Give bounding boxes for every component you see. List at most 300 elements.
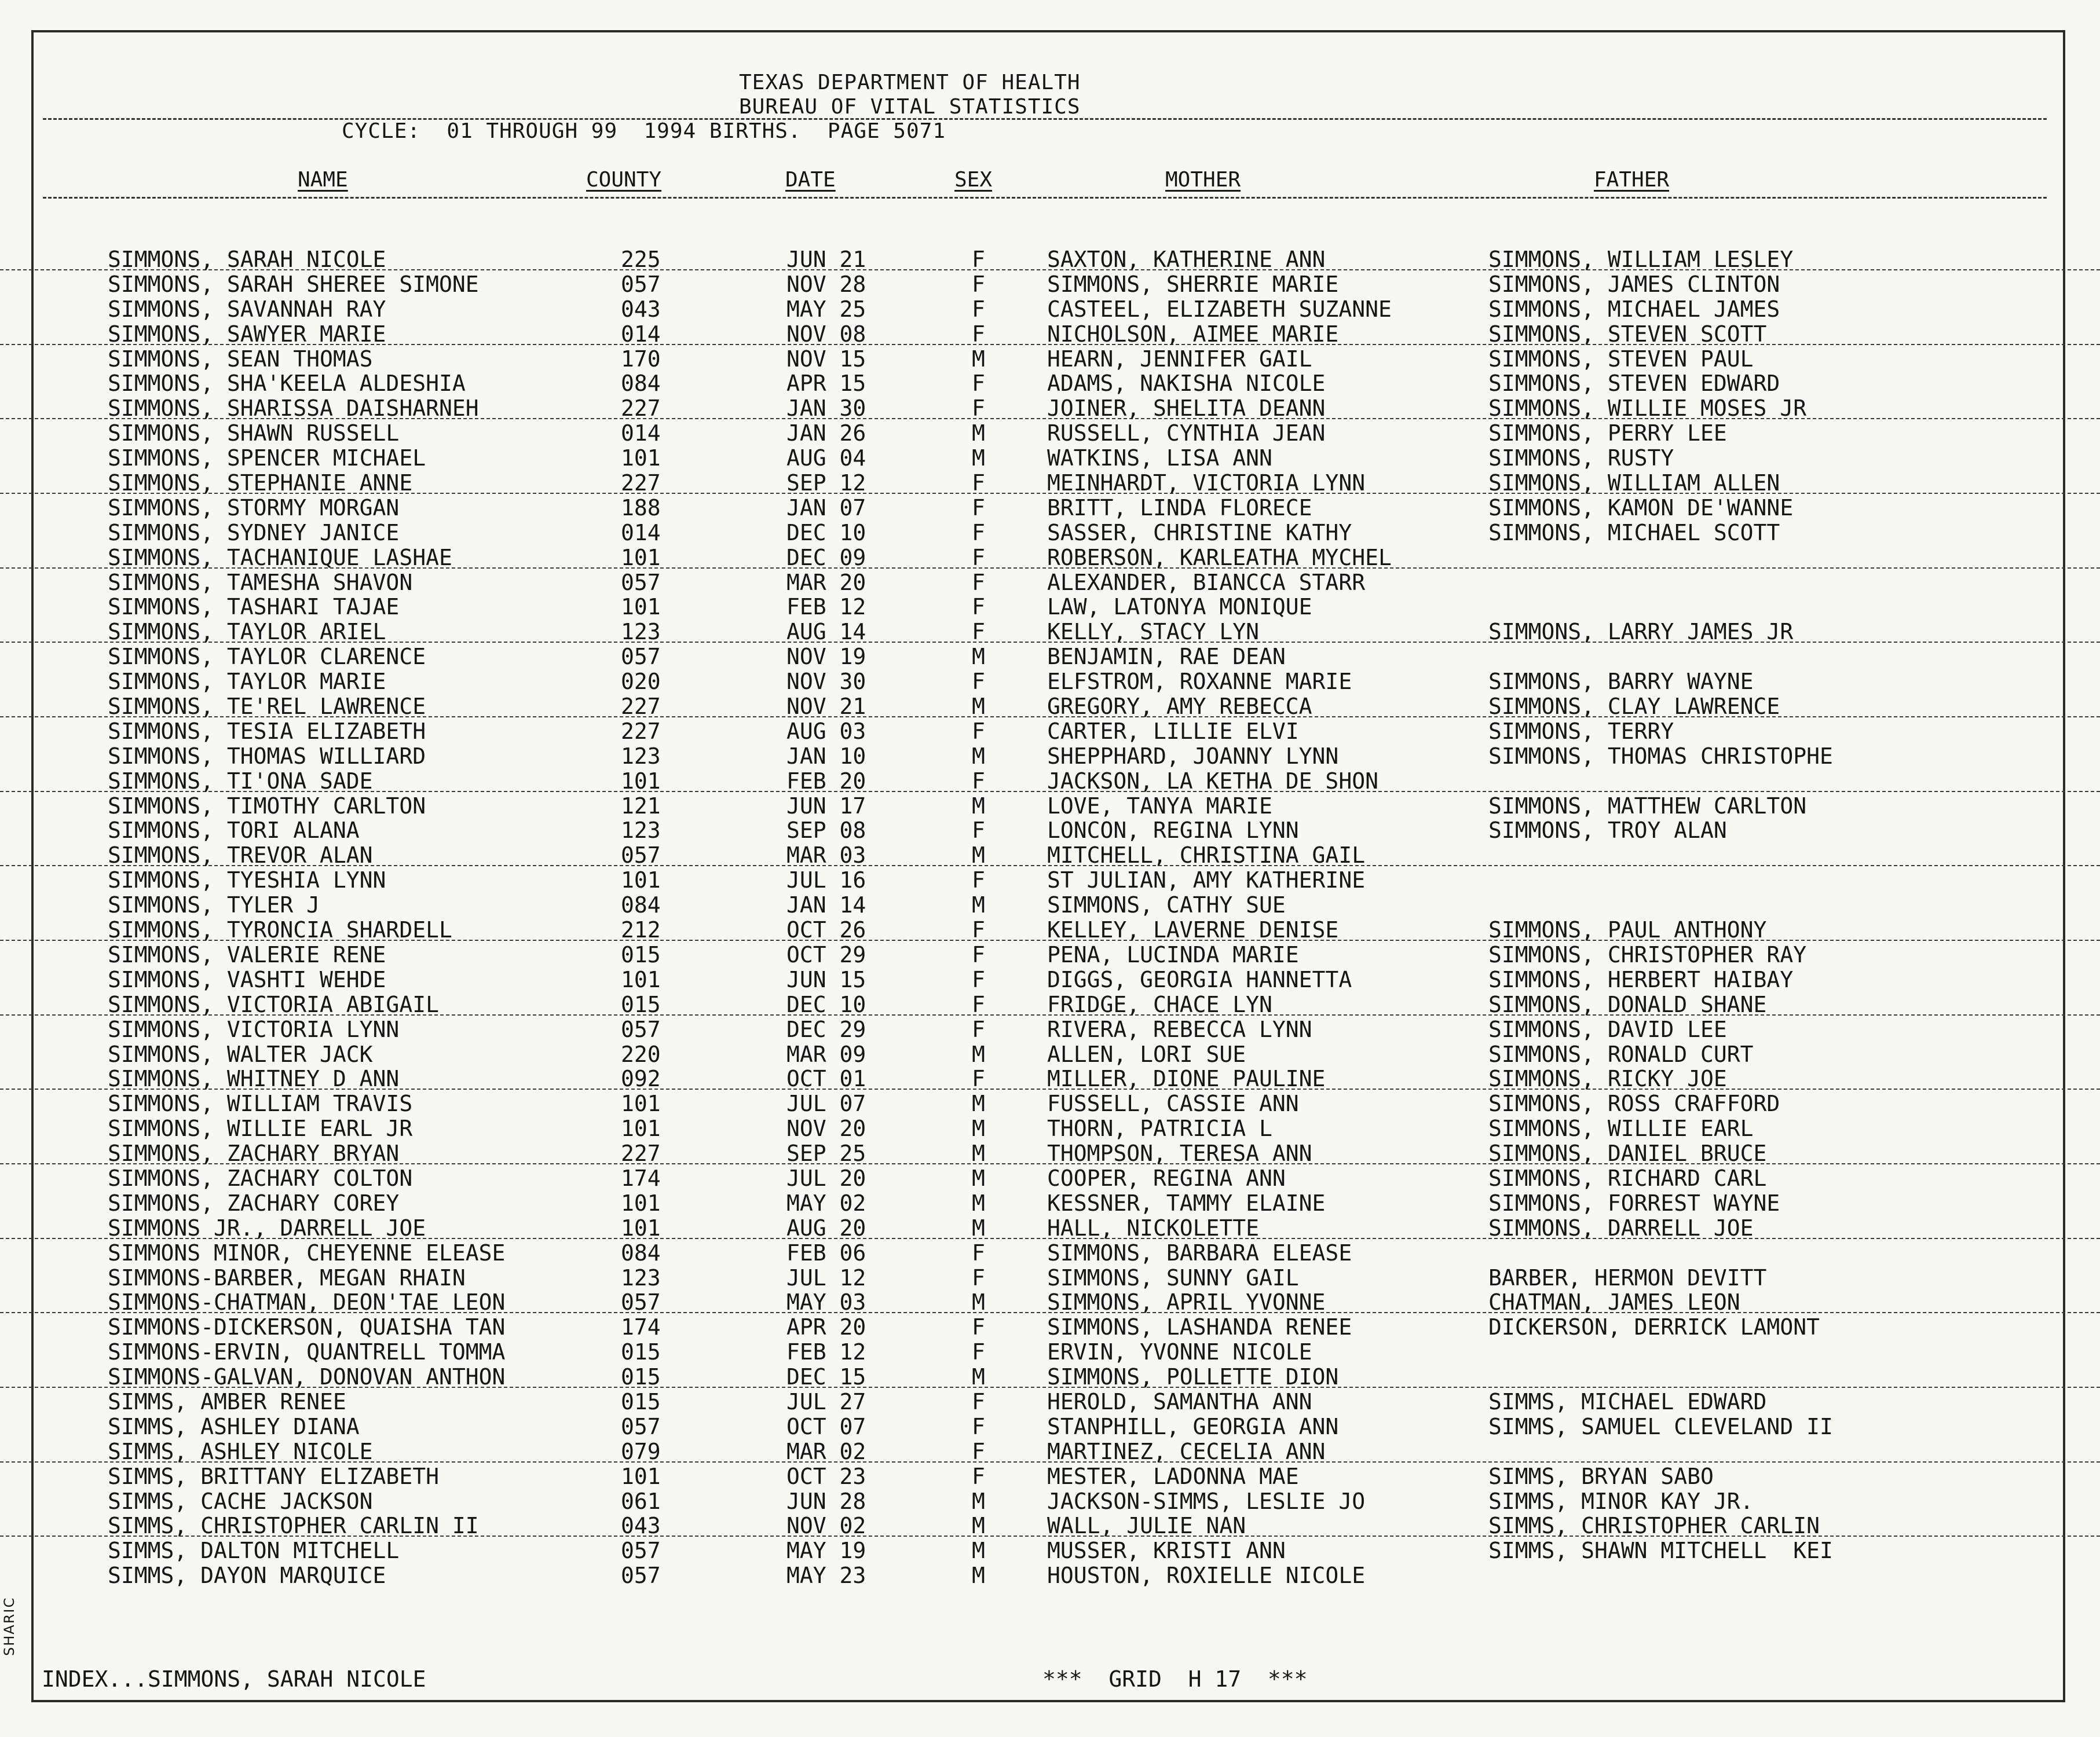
record-name: SIMMONS, ZACHARY COLTON — [108, 1165, 413, 1191]
grid-footer: *** GRID H 17 *** — [1042, 1666, 1308, 1692]
record-name: SIMMONS, TYLER J — [108, 892, 320, 918]
record-father: SIMMONS, BARRY WAYNE — [1488, 669, 1754, 695]
cycle-line: CYCLE: 01 THROUGH 99 1994 BIRTHS. PAGE 5071 — [342, 119, 946, 143]
record-sex: F — [972, 247, 985, 272]
record-mother: MITCHELL, CHRISTINA GAIL — [1047, 842, 1366, 868]
record-mother: KESSNER, TAMMY ELAINE — [1047, 1190, 1326, 1216]
record-mother: SIMMONS, LASHANDA RENEE — [1047, 1314, 1352, 1340]
record-date: MAY 19 — [786, 1538, 866, 1564]
record-name: SIMMONS-BARBER, MEGAN RHAIN — [108, 1265, 466, 1291]
record-row — [0, 369, 2100, 397]
record-row — [0, 1040, 2100, 1065]
record-county: 057 — [621, 1289, 661, 1315]
record-row — [0, 1537, 2100, 1562]
record-row — [0, 643, 2100, 668]
record-row — [0, 668, 2100, 695]
record-father: SIMMONS, WILLIE MOSES JR — [1488, 395, 1807, 422]
record-date: MAY 25 — [786, 296, 866, 322]
record-mother: GREGORY, AMY REBECCA — [1047, 694, 1312, 720]
record-mother: NICHOLSON, AIMEE MARIE — [1047, 321, 1339, 347]
record-row — [0, 295, 2100, 320]
record-sex: M — [972, 842, 985, 868]
record-name: SIMMONS MINOR, CHEYENNE ELEASE — [108, 1240, 506, 1266]
record-father: SIMMONS, DANIEL BRUCE — [1488, 1141, 1767, 1167]
record-sex: M — [972, 420, 985, 446]
record-name: SIMMONS, SAWYER MARIE — [108, 321, 386, 347]
record-county: 057 — [621, 842, 661, 868]
record-father: SIMMONS, DAVID LEE — [1488, 1016, 1727, 1042]
record-county: 123 — [621, 743, 661, 769]
record-date: MAY 02 — [786, 1190, 866, 1216]
record-name: SIMMONS, STEPHANIE ANNE — [108, 470, 413, 496]
record-father: SIMMS, SHAWN MITCHELL KEI — [1488, 1538, 1833, 1564]
record-mother: CARTER, LILLIE ELVI — [1047, 718, 1299, 744]
record-sex: F — [972, 619, 985, 645]
record-date: JUL 16 — [786, 867, 866, 893]
record-row — [0, 1388, 2100, 1413]
record-sex: F — [972, 1413, 985, 1439]
record-row — [0, 1363, 2100, 1388]
record-name: SIMMONS, SPENCER MICHAEL — [108, 445, 426, 471]
record-sex: M — [972, 644, 985, 670]
record-row — [0, 1164, 2100, 1189]
record-father: SIMMONS, MATTHEW CARLTON — [1488, 793, 1807, 819]
record-mother: KELLEY, LAVERNE DENISE — [1047, 917, 1339, 943]
record-name: SIMMONS, VICTORIA ABIGAIL — [108, 991, 439, 1017]
record-date: OCT 01 — [786, 1066, 866, 1092]
record-county: 227 — [621, 718, 661, 744]
record-name: SIMMONS, SARAH NICOLE — [108, 247, 386, 272]
record-father: SIMMONS, CLAY LAWRENCE — [1488, 694, 1780, 720]
record-row — [0, 767, 2100, 792]
record-date: JAN 10 — [786, 743, 866, 769]
record-sex: M — [972, 1215, 985, 1241]
record-county: 212 — [621, 917, 661, 943]
column-header-name: NAME — [298, 168, 348, 192]
record-date: MAR 09 — [786, 1041, 866, 1067]
record-sex: M — [972, 1041, 985, 1067]
record-sex: M — [972, 1538, 985, 1564]
record-date: JUL 27 — [786, 1388, 866, 1414]
record-county: 225 — [621, 247, 661, 272]
record-row — [0, 1090, 2100, 1115]
record-county: 101 — [621, 1190, 661, 1216]
record-sex: F — [972, 669, 985, 695]
record-father: SIMMONS, WILLIAM LESLEY — [1488, 247, 1794, 272]
record-father: SIMMONS, DARRELL JOE — [1488, 1215, 1754, 1241]
record-county: 101 — [621, 544, 661, 570]
record-name: SIMMS, AMBER RENEE — [108, 1388, 346, 1414]
record-row — [0, 1487, 2100, 1512]
record-mother: THOMPSON, TERESA ANN — [1047, 1141, 1312, 1167]
record-date: MAR 03 — [786, 842, 866, 868]
record-father: SIMMONS, RONALD CURT — [1488, 1041, 1754, 1067]
record-sex: F — [972, 991, 985, 1017]
record-row — [0, 1016, 2100, 1040]
record-county: 101 — [621, 867, 661, 893]
record-county: 043 — [621, 296, 661, 322]
record-date: JUL 20 — [786, 1165, 866, 1191]
record-mother: CASTEEL, ELIZABETH SUZANNE — [1047, 296, 1392, 322]
record-sex: M — [972, 1289, 985, 1315]
record-date: APR 20 — [786, 1314, 866, 1340]
record-name: SIMMONS, TIMOTHY CARLTON — [108, 793, 426, 819]
record-mother: LOVE, TANYA MARIE — [1047, 793, 1272, 819]
record-mother: SIMMONS, CATHY SUE — [1047, 892, 1286, 918]
record-county: 084 — [621, 1240, 661, 1266]
record-date: NOV 28 — [786, 271, 866, 297]
record-name: SIMMONS, VALERIE RENE — [108, 941, 386, 968]
record-row — [0, 692, 2100, 720]
record-mother: KELLY, STACY LYN — [1047, 619, 1260, 645]
record-date: SEP 08 — [786, 818, 866, 844]
record-sex: F — [972, 569, 985, 595]
record-name: SIMMONS-ERVIN, QUANTRELL TOMMA — [108, 1339, 506, 1365]
record-county: 170 — [621, 346, 661, 372]
record-date: NOV 02 — [786, 1513, 866, 1539]
record-father: SIMMONS, JAMES CLINTON — [1488, 271, 1780, 297]
record-name: SIMMONS, VASHTI WEHDE — [108, 966, 386, 992]
record-county: 227 — [621, 694, 661, 720]
record-sex: M — [972, 1165, 985, 1191]
record-county: 101 — [621, 1215, 661, 1241]
record-county: 101 — [621, 768, 661, 794]
record-county: 057 — [621, 569, 661, 595]
column-header-date: DATE — [785, 168, 836, 192]
record-county: 057 — [621, 1016, 661, 1042]
record-sex: F — [972, 941, 985, 968]
record-date: NOV 21 — [786, 694, 866, 720]
record-row — [0, 891, 2100, 916]
record-county: 057 — [621, 271, 661, 297]
record-father: SIMMONS, ROSS CRAFFORD — [1488, 1091, 1780, 1117]
record-county: 121 — [621, 793, 661, 819]
record-sex: M — [972, 1091, 985, 1117]
record-name: SIMMONS, TESIA ELIZABETH — [108, 718, 426, 744]
record-county: 057 — [621, 1413, 661, 1439]
record-sex: F — [972, 321, 985, 347]
record-sex: F — [972, 1339, 985, 1365]
column-header-father: FATHER — [1594, 168, 1670, 192]
record-name: SIMMONS, SHAWN RUSSELL — [108, 420, 400, 446]
record-row — [0, 1413, 2100, 1438]
record-name: SIMMONS, TREVOR ALAN — [108, 842, 373, 868]
record-date: JUL 07 — [786, 1091, 866, 1117]
record-date: FEB 12 — [786, 1339, 866, 1365]
record-name: SIMMONS, SHARISSA DAISHARNEH — [108, 395, 479, 422]
record-row — [0, 593, 2100, 618]
record-date: SEP 12 — [786, 470, 866, 496]
record-mother: BENJAMIN, RAE DEAN — [1047, 644, 1286, 670]
record-county: 174 — [621, 1314, 661, 1340]
record-mother: STANPHILL, GEORGIA ANN — [1047, 1413, 1339, 1439]
record-county: 101 — [621, 445, 661, 471]
record-row — [0, 469, 2100, 494]
record-mother: ROBERSON, KARLEATHA MYCHEL — [1047, 544, 1392, 570]
record-county: 101 — [621, 1091, 661, 1117]
record-county: 057 — [621, 644, 661, 670]
column-header-county: COUNTY — [586, 168, 662, 192]
record-county: 015 — [621, 1339, 661, 1365]
record-father: SIMMONS, WILLIAM ALLEN — [1488, 470, 1780, 496]
record-county: 014 — [621, 420, 661, 446]
record-sex: M — [972, 1116, 985, 1142]
record-mother: FUSSELL, CASSIE ANN — [1047, 1091, 1299, 1117]
record-row — [0, 866, 2100, 891]
record-county: 123 — [621, 818, 661, 844]
record-date: MAY 03 — [786, 1289, 866, 1315]
record-name: SIMMONS, WILLIE EARL JR — [108, 1116, 413, 1142]
record-name: SIMMONS, SARAH SHEREE SIMONE — [108, 271, 479, 297]
side-label: SHARIC — [1, 1596, 17, 1656]
record-row — [0, 270, 2100, 295]
record-father: SIMMONS, DONALD SHANE — [1488, 991, 1767, 1017]
record-date: OCT 23 — [786, 1463, 866, 1489]
record-date: NOV 19 — [786, 644, 866, 670]
record-date: JUN 28 — [786, 1488, 866, 1514]
record-county: 092 — [621, 1066, 661, 1092]
record-sex: M — [972, 892, 985, 918]
record-mother: SAXTON, KATHERINE ANN — [1047, 247, 1326, 272]
record-sex: F — [972, 544, 985, 570]
record-county: 043 — [621, 1513, 661, 1539]
record-date: DEC 10 — [786, 519, 866, 545]
record-mother: ALLEN, LORI SUE — [1047, 1041, 1246, 1067]
record-name: SIMMONS, TAMESHA SHAVON — [108, 569, 413, 595]
record-row — [0, 792, 2100, 817]
record-name: SIMMONS, THOMAS WILLIARD — [108, 743, 426, 769]
record-row — [0, 1288, 2100, 1313]
record-row — [0, 320, 2100, 345]
record-county: 123 — [621, 619, 661, 645]
record-county: 020 — [621, 669, 661, 695]
record-father: SIMMONS, MICHAEL JAMES — [1488, 296, 1780, 322]
record-date: AUG 20 — [786, 1215, 866, 1241]
record-row — [0, 544, 2100, 569]
record-mother: HOUSTON, ROXIELLE NICOLE — [1047, 1563, 1366, 1589]
record-sex: F — [972, 1265, 985, 1291]
record-county: 101 — [621, 1116, 661, 1142]
record-county: 015 — [621, 991, 661, 1017]
index-footer: INDEX...SIMMONS, SARAH NICOLE — [42, 1666, 426, 1692]
record-mother: LONCON, REGINA LYNN — [1047, 818, 1299, 844]
record-father: SIMMONS, STEVEN SCOTT — [1488, 321, 1767, 347]
record-sex: F — [972, 867, 985, 893]
record-name: SIMMONS, STORMY MORGAN — [108, 494, 400, 521]
record-sex: M — [972, 445, 985, 471]
record-county: 061 — [621, 1488, 661, 1514]
record-name: SIMMONS, TASHARI TAJAE — [108, 594, 400, 620]
record-mother: JACKSON, LA KETHA DE SHON — [1047, 768, 1378, 794]
record-name: SIMMONS, TAYLOR MARIE — [108, 669, 386, 695]
record-mother: RUSSELL, CYNTHIA JEAN — [1047, 420, 1326, 446]
record-county: 057 — [621, 1563, 661, 1589]
record-name: SIMMONS, SHA'KEELA ALDESHIA — [108, 371, 466, 397]
record-name: SIMMONS, WHITNEY D ANN — [108, 1066, 400, 1092]
record-mother: MUSSER, KRISTI ANN — [1047, 1538, 1286, 1564]
record-mother: PENA, LUCINDA MARIE — [1047, 941, 1299, 968]
record-date: DEC 29 — [786, 1016, 866, 1042]
record-name: SIMMONS, VICTORIA LYNN — [108, 1016, 400, 1042]
record-date: JUL 12 — [786, 1265, 866, 1291]
record-father: SIMMS, SAMUEL CLEVELAND II — [1488, 1413, 1833, 1439]
record-father: DICKERSON, DERRICK LAMONT — [1488, 1314, 1820, 1340]
record-row — [0, 1264, 2100, 1289]
record-mother: SIMMONS, BARBARA ELEASE — [1047, 1240, 1352, 1266]
record-name: SIMMONS, TE'REL LAWRENCE — [108, 694, 426, 720]
record-row — [0, 1463, 2100, 1487]
record-row — [0, 394, 2100, 422]
record-name: SIMMONS, SYDNEY JANICE — [108, 519, 400, 545]
record-date: MAY 23 — [786, 1563, 866, 1589]
record-sex: F — [972, 519, 985, 545]
record-mother: HALL, NICKOLETTE — [1047, 1215, 1260, 1241]
record-list — [0, 245, 2100, 1589]
record-row — [0, 618, 2100, 643]
record-date: JUN 21 — [786, 247, 866, 272]
record-father: SIMMONS, STEVEN PAUL — [1488, 346, 1754, 372]
record-sex: F — [972, 271, 985, 297]
record-father: SIMMONS, PAUL ANTHONY — [1488, 917, 1767, 943]
record-mother: WATKINS, LISA ANN — [1047, 445, 1272, 471]
record-county: 015 — [621, 1388, 661, 1414]
record-county: 123 — [621, 1265, 661, 1291]
record-father: SIMMONS, MICHAEL SCOTT — [1488, 519, 1780, 545]
record-county: 227 — [621, 395, 661, 422]
record-sex: M — [972, 694, 985, 720]
record-name: SIMMS, DALTON MITCHELL — [108, 1538, 400, 1564]
record-sex: F — [972, 470, 985, 496]
record-sex: F — [972, 1388, 985, 1414]
record-father: SIMMS, MICHAEL EDWARD — [1488, 1388, 1767, 1414]
record-sex: F — [972, 966, 985, 992]
record-county: 057 — [621, 1538, 661, 1564]
record-sex: M — [972, 1563, 985, 1589]
record-father: SIMMONS, HERBERT HAIBAY — [1488, 966, 1794, 992]
record-date: SEP 25 — [786, 1141, 866, 1167]
record-father: SIMMS, BRYAN SABO — [1488, 1463, 1714, 1489]
record-date: MAR 20 — [786, 569, 866, 595]
record-name: SIMMONS, TAYLOR CLARENCE — [108, 644, 426, 670]
record-father: SIMMONS, RUSTY — [1488, 445, 1674, 471]
record-row — [0, 966, 2100, 991]
record-date: JAN 07 — [786, 494, 866, 521]
record-mother: SHEPPHARD, JOANNY LYNN — [1047, 743, 1339, 769]
record-date: DEC 15 — [786, 1364, 866, 1390]
record-name: SIMMONS, TACHANIQUE LASHAE — [108, 544, 452, 570]
record-county: 101 — [621, 966, 661, 992]
record-county: 014 — [621, 519, 661, 545]
record-county: 101 — [621, 594, 661, 620]
record-sex: F — [972, 1463, 985, 1489]
record-father: SIMMS, CHRISTOPHER CARLIN — [1488, 1513, 1820, 1539]
record-row — [0, 1438, 2100, 1463]
record-row — [0, 1189, 2100, 1214]
record-mother: SIMMONS, SHERRIE MARIE — [1047, 271, 1339, 297]
record-mother: FRIDGE, CHACE LYN — [1047, 991, 1272, 1017]
record-father: SIMMONS, KAMON DE'WANNE — [1488, 494, 1794, 521]
record-mother: COOPER, REGINA ANN — [1047, 1165, 1286, 1191]
record-sex: F — [972, 594, 985, 620]
record-row — [0, 941, 2100, 966]
record-father: SIMMONS, RICHARD CARL — [1488, 1165, 1767, 1191]
record-sex: F — [972, 768, 985, 794]
record-mother: MESTER, LADONNA MAE — [1047, 1463, 1299, 1489]
record-sex: M — [972, 793, 985, 819]
record-name: SIMMS, DAYON MARQUICE — [108, 1563, 386, 1589]
record-name: SIMMONS, WALTER JACK — [108, 1041, 373, 1067]
record-father: SIMMONS, CHRISTOPHER RAY — [1488, 941, 1807, 968]
record-row — [0, 717, 2100, 742]
record-father: SIMMS, MINOR KAY JR. — [1488, 1488, 1754, 1514]
record-father: SIMMONS, RICKY JOE — [1488, 1066, 1727, 1092]
record-date: AUG 04 — [786, 445, 866, 471]
record-name: SIMMONS-GALVAN, DONOVAN ANTHON — [108, 1364, 506, 1390]
record-name: SIMMS, ASHLEY DIANA — [108, 1413, 360, 1439]
record-mother: MILLER, DIONE PAULINE — [1047, 1066, 1326, 1092]
record-sex: F — [972, 1240, 985, 1266]
record-mother: JOINER, SHELITA DEANN — [1047, 395, 1326, 422]
record-name: SIMMS, CACHE JACKSON — [108, 1488, 373, 1514]
record-name: SIMMONS, TYRONCIA SHARDELL — [108, 917, 452, 943]
record-date: FEB 20 — [786, 768, 866, 794]
record-sex: F — [972, 1016, 985, 1042]
record-date: OCT 29 — [786, 941, 866, 968]
record-mother: ERVIN, YVONNE NICOLE — [1047, 1339, 1312, 1365]
record-sex: M — [972, 743, 985, 769]
record-mother: BRITT, LINDA FLORECE — [1047, 494, 1312, 521]
record-name: SIMMONS, WILLIAM TRAVIS — [108, 1091, 413, 1117]
record-county: 084 — [621, 892, 661, 918]
record-name: SIMMONS, TORI ALANA — [108, 818, 360, 844]
record-father: SIMMONS, TROY ALAN — [1488, 818, 1727, 844]
record-date: JUN 17 — [786, 793, 866, 819]
record-name: SIMMONS JR., DARRELL JOE — [108, 1215, 426, 1241]
record-mother: HEROLD, SAMANTHA ANN — [1047, 1388, 1312, 1414]
record-sex: F — [972, 494, 985, 521]
record-father: BARBER, HERMON DEVITT — [1488, 1265, 1767, 1291]
record-mother: DIGGS, GEORGIA HANNETTA — [1047, 966, 1352, 992]
record-date: NOV 30 — [786, 669, 866, 695]
record-sex: M — [972, 1141, 985, 1167]
record-mother: MARTINEZ, CECELIA ANN — [1047, 1438, 1326, 1464]
record-father: SIMMONS, WILLIE EARL — [1488, 1116, 1754, 1142]
record-sex: F — [972, 296, 985, 322]
record-row — [0, 1214, 2100, 1239]
record-sex: F — [972, 1438, 985, 1464]
record-sex: M — [972, 1364, 985, 1390]
record-mother: MEINHARDT, VICTORIA LYNN — [1047, 470, 1366, 496]
record-mother: SASSER, CHRISTINE KATHY — [1047, 519, 1352, 545]
record-date: AUG 03 — [786, 718, 866, 744]
record-mother: SIMMONS, APRIL YVONNE — [1047, 1289, 1326, 1315]
record-sex: M — [972, 1190, 985, 1216]
record-date: OCT 07 — [786, 1413, 866, 1439]
record-date: NOV 08 — [786, 321, 866, 347]
record-row — [0, 841, 2100, 866]
record-father: SIMMONS, STEVEN EDWARD — [1488, 371, 1780, 397]
record-name: SIMMS, BRITTANY ELIZABETH — [108, 1463, 439, 1489]
record-row — [0, 1562, 2100, 1589]
record-sex: M — [972, 346, 985, 372]
record-date: FEB 06 — [786, 1240, 866, 1266]
record-row — [0, 444, 2100, 469]
record-date: NOV 20 — [786, 1116, 866, 1142]
record-county: 188 — [621, 494, 661, 521]
record-date: DEC 10 — [786, 991, 866, 1017]
record-mother: WALL, JULIE NAN — [1047, 1513, 1246, 1539]
record-sex: F — [972, 395, 985, 422]
